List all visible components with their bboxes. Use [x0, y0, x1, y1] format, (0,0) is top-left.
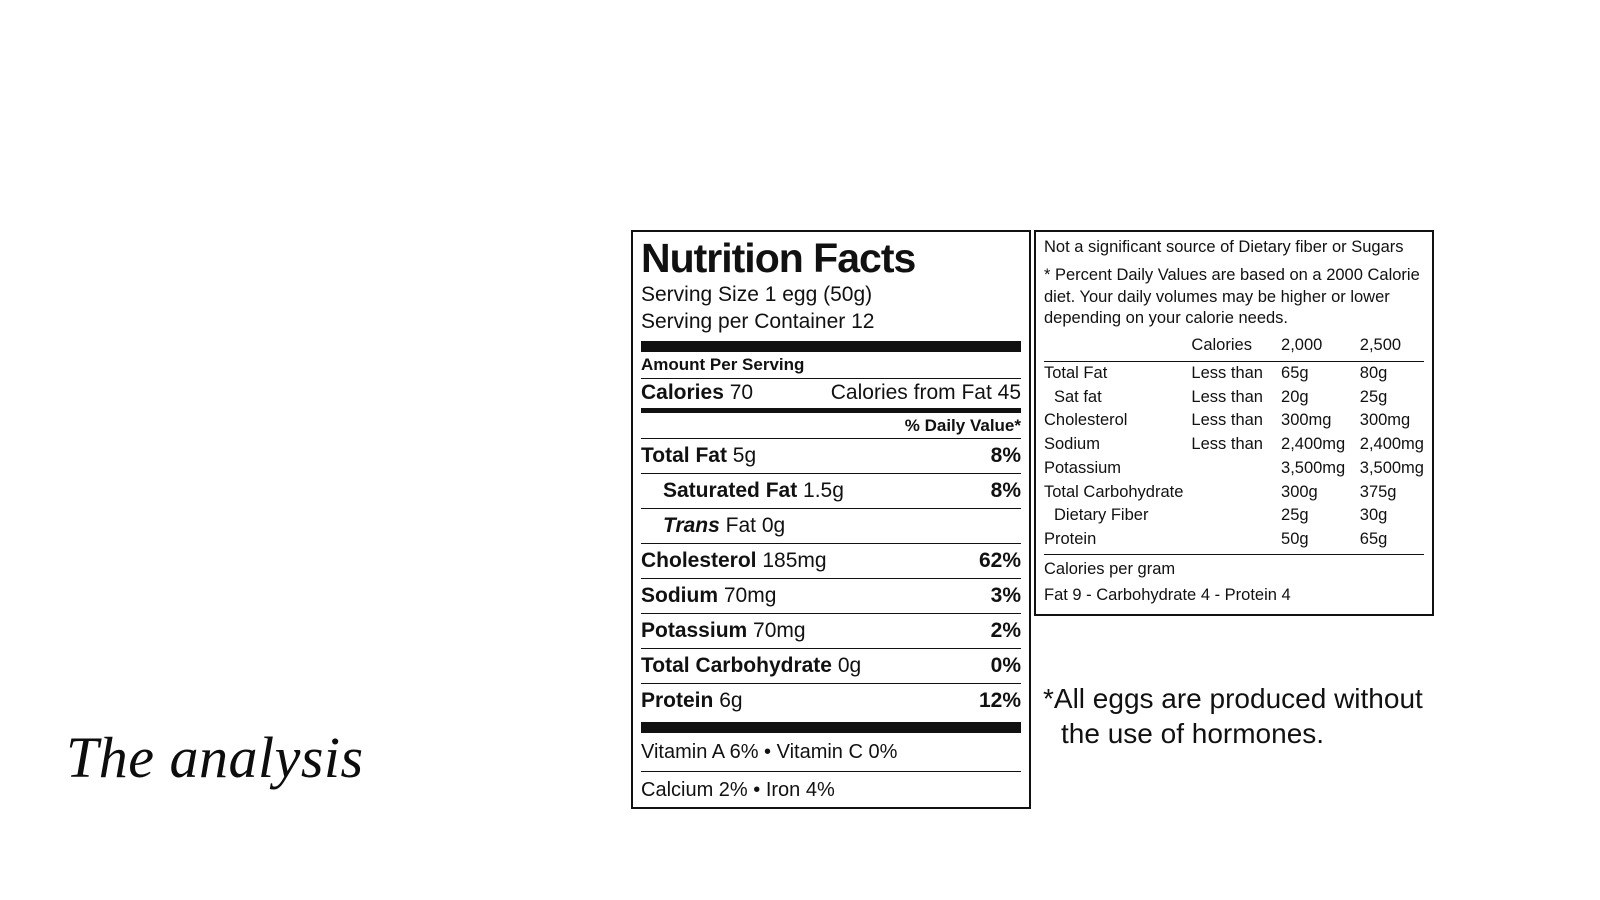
nutrient-pct-protein: 12%	[978, 688, 1021, 712]
cell-nutrient: Total Fat	[1044, 363, 1108, 382]
cell-2000: 50g	[1281, 530, 1309, 549]
daily-value-header: % Daily Value*	[904, 415, 1021, 435]
cell-qualifier	[1183, 504, 1273, 528]
nutrient-label: Potassium	[641, 618, 748, 642]
nutrient-pct-total-carbohydrate: 0%	[990, 653, 1021, 677]
nutrient-amount: 5g	[732, 443, 757, 467]
cell-qualifier: Less than	[1191, 363, 1263, 382]
cell-2500: 375g	[1359, 482, 1397, 501]
header-2500: 2,500	[1359, 336, 1402, 355]
amount-per-serving-label: Amount Per Serving	[641, 355, 805, 375]
header-nutrient	[1044, 334, 1183, 359]
divider-medium-1	[641, 408, 1021, 413]
nutrition-facts-heading: Nutrition Facts	[641, 235, 916, 281]
nutrient-amount: Fat 0g	[725, 513, 786, 537]
divider-thin-5	[641, 543, 1021, 544]
cell-2500: 300mg	[1359, 411, 1411, 430]
nutrient-pct-cholesterol: 62%	[978, 548, 1021, 572]
nutrient-label: Trans	[663, 513, 720, 537]
nutrient-amount: 1.5g	[803, 478, 844, 502]
table-row	[1044, 457, 1424, 481]
nutrient-name-cholesterol	[641, 549, 827, 573]
nutrient-row-saturated-fat	[641, 476, 1021, 506]
nutrient-row-protein	[641, 686, 1021, 716]
cell-2000: 2,400mg	[1281, 435, 1346, 454]
cell-2500: 3,500mg	[1359, 458, 1424, 477]
cell-2500: 2,400mg	[1359, 435, 1424, 454]
table-row	[1044, 386, 1424, 410]
calories-from-fat: Calories from Fat 45	[830, 380, 1021, 404]
cell-qualifier: Less than	[1191, 387, 1263, 406]
cell-qualifier	[1183, 457, 1273, 481]
not-significant-source-note: Not a significant source of Dietary fiber or Sugars	[1044, 238, 1404, 256]
nutrient-row-total-fat	[641, 441, 1021, 471]
divider-thin-1	[641, 378, 1021, 379]
cell-2000: 3,500mg	[1281, 458, 1346, 477]
daily-values-table	[1044, 334, 1424, 552]
calories-label-group	[641, 381, 753, 405]
calories-row	[641, 381, 1021, 405]
nutrient-amount: 6g	[719, 688, 743, 712]
servings-per-container-text: Serving per Container 12	[641, 310, 875, 334]
nutrient-label: Sodium	[641, 583, 718, 607]
divider-thin-6	[641, 578, 1021, 579]
nutrient-name-trans-fat	[663, 514, 785, 538]
table-row	[1044, 361, 1424, 385]
hormone-disclaimer-line1: *All eggs are produced without	[1043, 683, 1423, 714]
nutrient-pct-total-fat: 8%	[990, 443, 1021, 467]
table-row	[1044, 481, 1424, 505]
cell-2000: 65g	[1281, 363, 1309, 382]
cell-2000: 300g	[1281, 482, 1318, 501]
table-row	[1044, 433, 1424, 457]
cell-nutrient: Potassium	[1044, 458, 1122, 477]
cell-nutrient: Cholesterol	[1044, 411, 1128, 430]
nutrient-amount: 185mg	[762, 548, 827, 572]
nutrient-name-total-carbohydrate	[641, 654, 861, 678]
vitamins-row-2: Calcium 2% • Iron 4%	[641, 778, 835, 801]
nutrient-row-potassium	[641, 616, 1021, 646]
nutrient-pct-saturated-fat: 8%	[990, 478, 1021, 502]
nutrient-name-total-fat	[641, 444, 756, 468]
nutrient-name-sodium	[641, 584, 776, 608]
divider-thick-bottom	[641, 722, 1021, 733]
serving-size-text: Serving Size 1 egg (50g)	[641, 282, 873, 306]
nutrient-label: Cholesterol	[641, 548, 757, 572]
nutrient-label: Total Fat	[641, 443, 727, 467]
calories-per-gram-values: Fat 9 - Carbohydrate 4 - Protein 4	[1044, 585, 1291, 604]
divider-thin-2	[641, 438, 1021, 439]
page-title: The analysis	[66, 725, 364, 790]
nutrient-label: Saturated Fat	[663, 478, 798, 502]
hormone-disclaimer	[1043, 681, 1463, 751]
cell-nutrient: Sat fat	[1054, 387, 1102, 406]
calories-label: Calories	[641, 380, 724, 404]
cell-2500: 80g	[1359, 363, 1388, 382]
table-row	[1044, 409, 1424, 433]
nutrient-row-trans-fat	[641, 511, 1021, 541]
nutrient-name-potassium	[641, 619, 806, 643]
divider-thick-top	[641, 341, 1021, 352]
table-row	[1044, 504, 1424, 528]
nutrient-row-sodium	[641, 581, 1021, 611]
divider-thin-4	[641, 508, 1021, 509]
cell-qualifier	[1183, 481, 1273, 505]
nutrition-facts-panel	[631, 230, 1031, 809]
nutrient-amount: 70mg	[723, 583, 777, 607]
nutrient-name-protein	[641, 689, 743, 713]
cell-nutrient: Total Carbohydrate	[1044, 482, 1184, 501]
cell-qualifier	[1183, 528, 1273, 552]
cell-2000: 300mg	[1281, 411, 1332, 430]
nutrient-amount: 0g	[837, 653, 862, 677]
header-2000: 2,000	[1281, 336, 1323, 355]
percent-daily-value-note: * Percent Daily Values are based on a 2000 Calorie diet. Your daily volumes may be higher or lower depending on your calorie needs.	[1044, 265, 1420, 328]
table-header-row	[1044, 334, 1424, 359]
divider-thin-7	[641, 613, 1021, 614]
nutrient-row-cholesterol	[641, 546, 1021, 576]
nutrient-row-total-carbohydrate	[641, 651, 1021, 681]
cell-2000: 20g	[1281, 387, 1309, 406]
nutrient-pct-sodium: 3%	[990, 583, 1021, 607]
cell-2500: 30g	[1359, 506, 1388, 525]
divider-thin-10	[641, 771, 1021, 772]
cell-2500: 25g	[1359, 387, 1388, 406]
calories-per-gram-label: Calories per gram	[1044, 559, 1176, 578]
nutrient-amount: 70mg	[753, 618, 806, 642]
divider-thin-9	[641, 683, 1021, 684]
cell-2500: 65g	[1359, 530, 1388, 549]
divider-thin-footnote	[1044, 554, 1424, 555]
nutrient-pct-potassium: 2%	[990, 618, 1021, 642]
hormone-disclaimer-line2: the use of hormones.	[1061, 718, 1325, 749]
cell-qualifier: Less than	[1191, 435, 1263, 454]
daily-values-panel	[1034, 230, 1434, 616]
table-row	[1044, 528, 1424, 552]
vitamins-row-1: Vitamin A 6% • Vitamin C 0%	[641, 740, 898, 763]
cell-nutrient: Sodium	[1044, 435, 1100, 454]
nutrient-label: Protein	[641, 688, 714, 712]
divider-thin-3	[641, 473, 1021, 474]
nutrient-label: Total Carbohydrate	[641, 653, 832, 677]
divider-thin-8	[641, 648, 1021, 649]
cell-2000: 25g	[1281, 506, 1309, 525]
cell-qualifier: Less than	[1191, 411, 1263, 430]
header-calories: Calories	[1191, 336, 1252, 355]
calories-value: 70	[729, 380, 754, 404]
cell-nutrient: Dietary Fiber	[1054, 506, 1149, 525]
nutrient-name-saturated-fat	[663, 479, 844, 503]
cell-nutrient: Protein	[1044, 530, 1097, 549]
